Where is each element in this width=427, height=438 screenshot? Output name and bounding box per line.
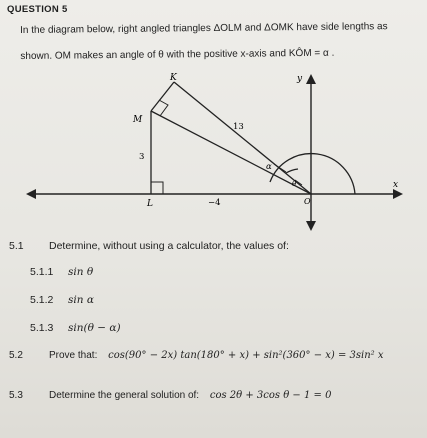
question-5-1-3-number: 5.1.3 bbox=[30, 322, 54, 334]
question-5-1-number: 5.1 bbox=[9, 240, 24, 252]
question-5-1-1-number: 5.1.1 bbox=[30, 266, 54, 278]
label-O: O bbox=[304, 197, 311, 206]
alpha-arc bbox=[286, 169, 298, 173]
label-x: x bbox=[393, 180, 399, 190]
right-angle-mark-L bbox=[151, 182, 163, 194]
question-5-1-3-expression: sin(θ − α) bbox=[68, 322, 121, 334]
question-5-1-3 bbox=[30, 322, 121, 334]
right-angle-mark-M bbox=[159, 100, 168, 116]
y-axis-top-arrow bbox=[306, 74, 316, 84]
side-OM bbox=[151, 111, 311, 194]
question-5-1-1-expression: sin θ bbox=[68, 266, 94, 278]
label-side-minus-4: −4 bbox=[208, 198, 221, 208]
question-5-1-2 bbox=[30, 294, 94, 306]
side-OK bbox=[174, 82, 311, 194]
question-heading: QUESTION 5 bbox=[7, 4, 68, 15]
y-axis-bottom-arrow bbox=[306, 221, 316, 231]
question-5-2 bbox=[9, 350, 384, 361]
question-5-2-number: 5.2 bbox=[9, 350, 23, 361]
label-K: K bbox=[170, 73, 177, 83]
question-5-3-text: Determine the general solution of: bbox=[49, 390, 200, 401]
theta-arc bbox=[270, 154, 355, 194]
x-axis-right-arrow bbox=[393, 189, 403, 199]
x-axis-left-arrow bbox=[26, 189, 36, 199]
question-5-1-2-number: 5.1.2 bbox=[30, 294, 54, 306]
question-5-1 bbox=[9, 240, 289, 252]
question-5-1-text: Determine, without using a calculator, the values of: bbox=[49, 240, 289, 252]
label-alpha: α bbox=[266, 162, 272, 172]
question-intro bbox=[20, 14, 416, 70]
question-5-3-number: 5.3 bbox=[9, 390, 23, 401]
label-side-13: 13 bbox=[233, 122, 244, 132]
intro-line-2: shown. OM makes an angle of θ with the positive x-axis and KÔM = α . bbox=[20, 47, 335, 62]
question-5-1-1 bbox=[30, 266, 93, 278]
question-5-3 bbox=[9, 390, 331, 401]
question-5-3-equation: cos 2θ + 3cos θ − 1 = 0 bbox=[209, 390, 332, 401]
side-MK bbox=[151, 82, 174, 111]
label-y: y bbox=[297, 74, 303, 84]
triangle-diagram bbox=[22, 72, 407, 232]
label-L: L bbox=[147, 199, 153, 209]
question-5-2-identity: cos(90° − 2x) tan(180° + x) + sin²(360° − x) = 3sin² x bbox=[108, 350, 384, 361]
label-theta: θ bbox=[292, 180, 297, 188]
question-5-2-text: Prove that: bbox=[49, 350, 98, 361]
intro-line-1: In the diagram below, right angled triangles ΔOLM and ΔOMK have side lengths as bbox=[20, 21, 388, 36]
label-M: M bbox=[133, 115, 143, 125]
label-side-3: 3 bbox=[139, 152, 145, 162]
question-5-1-2-expression: sin α bbox=[68, 294, 94, 306]
